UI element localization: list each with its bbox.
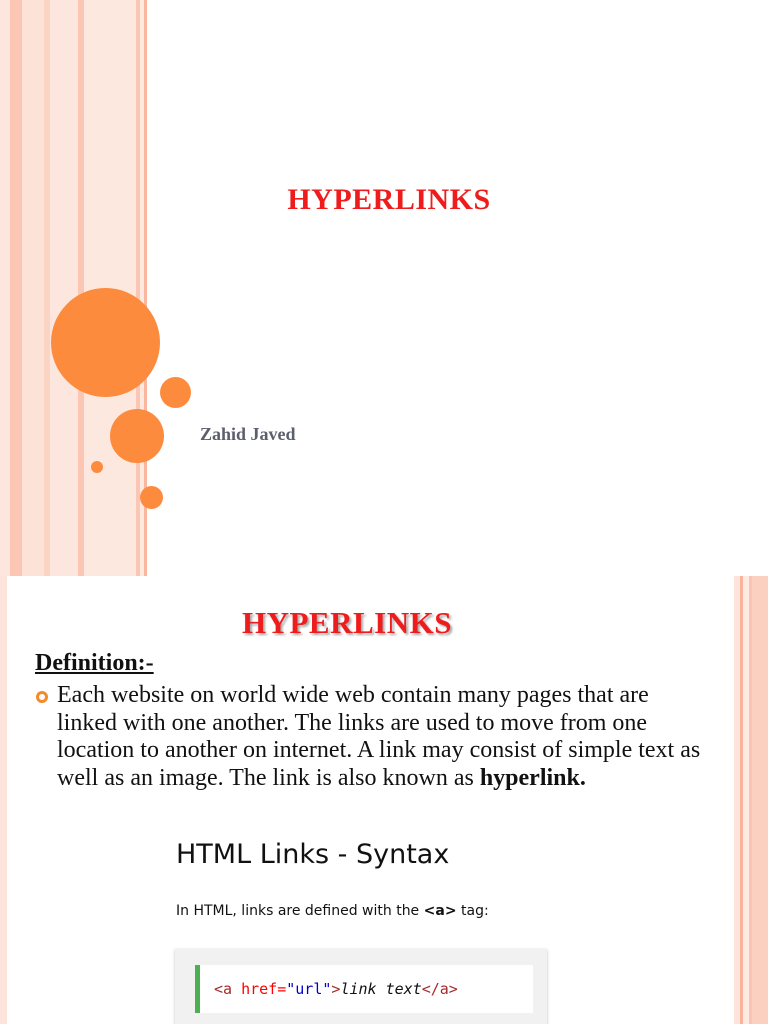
code-attribute-value: "url" [286,980,332,998]
code-example-box [175,949,547,1024]
syntax-desc-suffix: tag: [461,903,489,919]
decorative-circle-medium [110,409,164,463]
author-name: Zahid Javed [200,424,296,444]
code-snippet [195,965,533,1013]
syntax-description [176,903,489,919]
slide-title: HYPERLINKS [287,183,491,216]
paragraph-bold-term: hyperlink. [479,764,586,791]
syntax-title: HTML Links - Syntax [176,839,450,870]
definition-slide [0,576,768,1024]
code-open-tag: <a [214,980,233,998]
decorative-stripe [22,0,44,576]
decorative-stripe [50,0,78,576]
syntax-desc-tag: <a> [423,903,457,919]
code-close-bracket: > [331,980,341,998]
bullet-ring-icon [36,691,48,703]
definition-heading: Definition:- [35,650,154,676]
decorative-circle-small [160,377,191,408]
decorative-circle-small [140,486,163,509]
decorative-stripe [0,576,7,1024]
code-end-tag: </a> [421,980,458,998]
code-line [214,980,458,998]
decorative-circle-large [51,288,160,397]
decorative-stripe [10,0,22,576]
syntax-desc-prefix: In HTML, links are defined with the [176,903,420,919]
decorative-stripe [0,0,10,576]
decorative-circle-dot [91,461,103,473]
code-attribute: href= [232,980,287,998]
code-link-text: link text [340,980,422,998]
definition-paragraph [57,682,707,792]
decorative-stripe [752,576,768,1024]
slide-title: HYPERLINKS [242,605,452,640]
paragraph-text: Each website on world wide web contain many pages that are linked with one another. The links are used to move from one location to another on internet. A link may consist of simple text as well as an image. The link is also known as [57,682,701,791]
